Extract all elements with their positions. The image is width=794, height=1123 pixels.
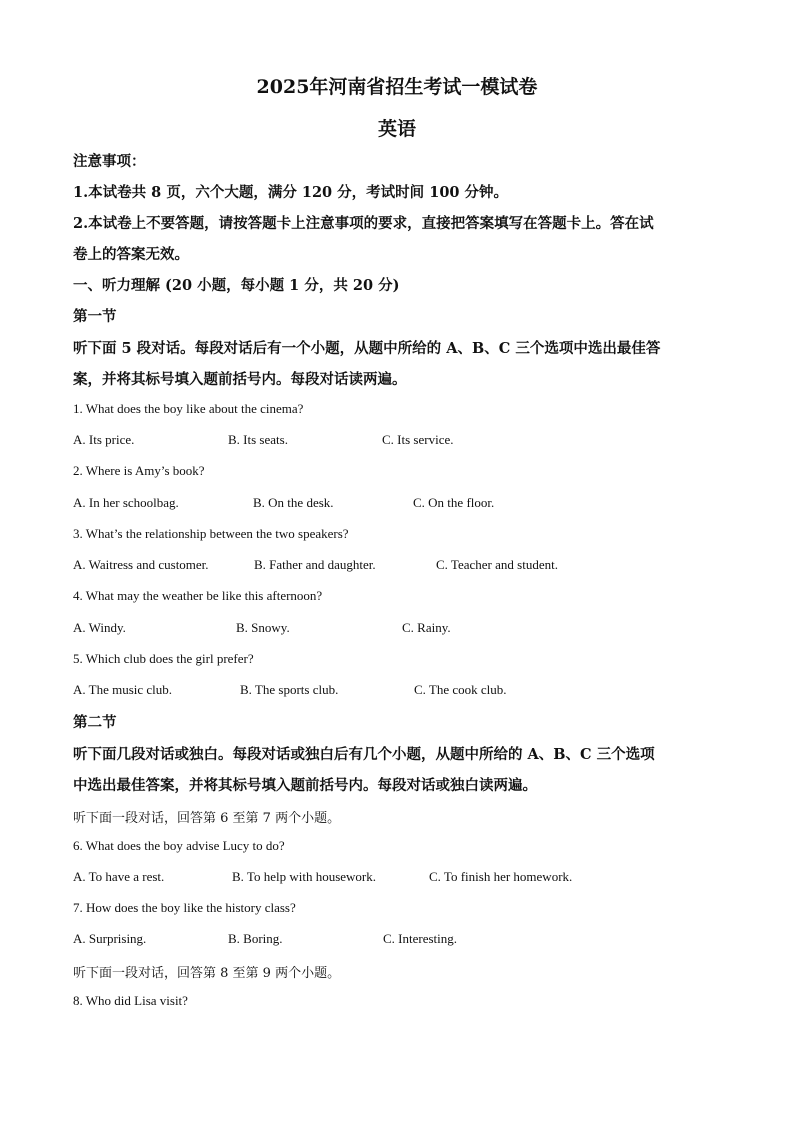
section1-instruction-line-2: 案，并将其标号填入题前括号内。每段对话读两遍。 <box>73 371 407 388</box>
q5-option-a: A. The music club. <box>73 682 173 697</box>
question-7: 7. How does the boy like the history class? <box>73 900 296 915</box>
q3-option-c: C. Teacher and student. <box>436 557 558 572</box>
q5-option-c: C. The cook club. <box>414 682 507 697</box>
q4-option-c: C. Rainy. <box>402 620 451 635</box>
dialogue-6-7-intro: 听下面一段对话，回答第 6 至第 7 两个小题。 <box>73 811 341 826</box>
q7-option-a: A. Surprising. <box>73 931 147 946</box>
notes-item-2-line-2: 卷上的答案无效。 <box>73 246 189 263</box>
exam-title: 2025年河南省招生考试一模试卷 <box>256 76 538 98</box>
section2-instruction-line-1: 听下面几段对话或独白。每段对话或独白后有几个小题，从题中所给的 A、B、C 三个选项 <box>73 746 655 763</box>
q2-option-c: C. On the floor. <box>413 495 495 510</box>
q6-option-a: A. To have a rest. <box>73 869 165 884</box>
q6-option-c: C. To finish her homework. <box>429 869 573 884</box>
q7-option-b: B. Boring. <box>228 931 283 946</box>
q2-option-a: A. In her schoolbag. <box>73 495 179 510</box>
question-1: 1. What does the boy like about the cinema? <box>73 401 304 416</box>
q4-option-a: A. Windy. <box>73 620 126 635</box>
q1-option-b: B. Its seats. <box>228 432 288 447</box>
q3-option-a: A. Waitress and customer. <box>73 557 209 572</box>
question-5: 5. Which club does the girl prefer? <box>73 651 254 666</box>
question-3: 3. What’s the relationship between the two speakers? <box>73 526 349 541</box>
section2-title: 第二节 <box>73 714 117 731</box>
part1-heading: 一、听力理解 (20 小题，每小题 1 分，共 20 分) <box>73 277 400 294</box>
q4-option-b: B. Snowy. <box>236 620 290 635</box>
question-2: 2. Where is Amy’s book? <box>73 463 205 478</box>
section2-instruction-line-2: 中选出最佳答案，并将其标号填入题前括号内。每段对话或独白读两遍。 <box>73 777 537 794</box>
question-8: 8. Who did Lisa visit? <box>73 993 188 1008</box>
notes-item-1: 1.本试卷共 8 页，六个大题，满分 120 分，考试时间 100 分钟。 <box>73 184 509 201</box>
section1-instruction-line-1: 听下面 5 段对话。每段对话后有一个小题，从题中所给的 A、B、C 三个选项中选出最佳答 <box>73 340 661 357</box>
q3-option-b: B. Father and daughter. <box>254 557 376 572</box>
q1-option-a: A. Its price. <box>73 432 135 447</box>
q2-option-b: B. On the desk. <box>253 495 334 510</box>
q6-option-b: B. To help with housework. <box>232 869 377 884</box>
question-6: 6. What does the boy advise Lucy to do? <box>73 838 285 853</box>
notes-item-2-line-1: 2.本试卷上不要答题，请按答题卡上注意事项的要求，直接把答案填写在答题卡上。答在试 <box>73 215 654 232</box>
dialogue-8-9-intro: 听下面一段对话，回答第 8 至第 9 两个小题。 <box>73 966 341 981</box>
subject-title: 英语 <box>377 118 416 140</box>
q1-option-c: C. Its service. <box>382 432 454 447</box>
q7-option-c: C. Interesting. <box>383 931 458 946</box>
section1-title: 第一节 <box>73 308 117 325</box>
question-4: 4. What may the weather be like this afternoon? <box>73 588 323 603</box>
q5-option-b: B. The sports club. <box>240 682 339 697</box>
notes-heading: 注意事项： <box>73 153 146 170</box>
